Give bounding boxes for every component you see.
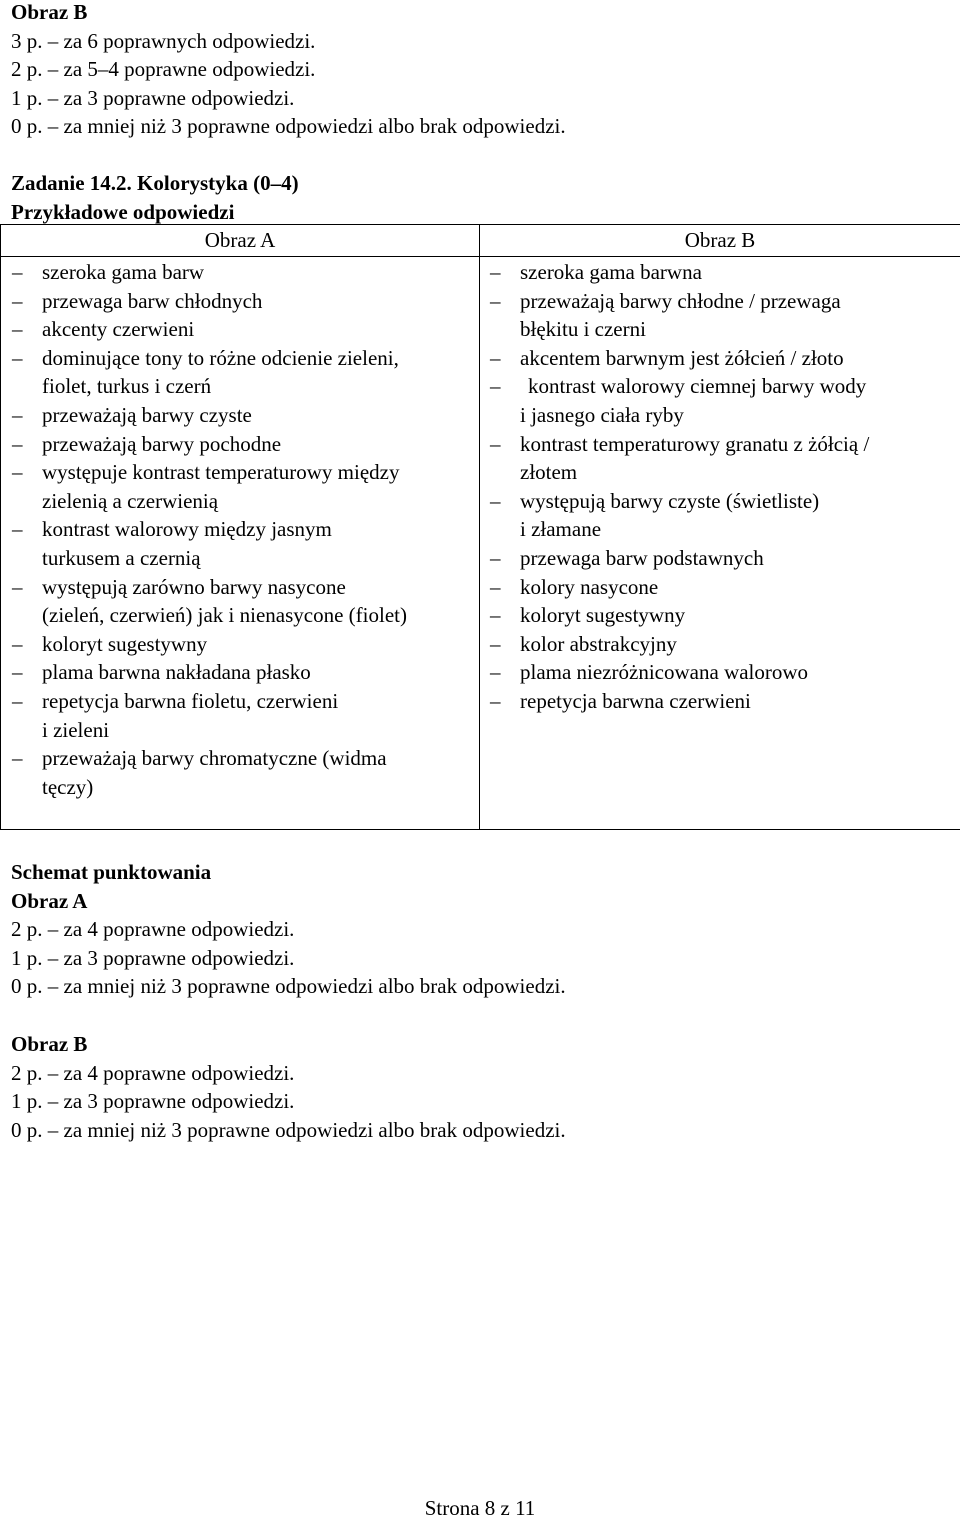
answers-obraz-a bbox=[1, 257, 480, 830]
list-item: – repetycja barwna czerwieni bbox=[480, 687, 960, 716]
dash-bullet: – bbox=[482, 344, 520, 373]
scoring-section bbox=[11, 858, 566, 1144]
list-item: – kontrast walorowy między jasnym bbox=[1, 515, 479, 544]
list-item: – kolory nasycone bbox=[480, 573, 960, 602]
list-item-continuation: turkusem a czernią bbox=[1, 544, 479, 573]
list-item: – kolor abstrakcyjny bbox=[480, 630, 960, 659]
list-item: – przeważają barwy chromatyczne (widma bbox=[1, 744, 479, 773]
list-item: – akcenty czerwieni bbox=[1, 315, 479, 344]
previous-scoring-section bbox=[11, 0, 566, 141]
scoring-line: 1 p. – za 3 poprawne odpowiedzi. bbox=[11, 1087, 566, 1116]
list-item-continuation: zielenią a czerwienią bbox=[1, 487, 479, 516]
dash-bullet: – bbox=[4, 630, 42, 659]
list-item: – plama barwna nakładana płasko bbox=[1, 658, 479, 687]
list-item: – szeroka gama barwna bbox=[480, 258, 960, 287]
page-number: Strona 8 z 11 bbox=[0, 1494, 960, 1522]
list-item: – przeważają barwy pochodne bbox=[1, 430, 479, 459]
list-item-continuation: tęczy) bbox=[1, 773, 479, 802]
dash-bullet: – bbox=[482, 430, 520, 459]
list-item-continuation: i jasnego ciała ryby bbox=[480, 401, 960, 430]
dash-bullet: – bbox=[482, 287, 520, 316]
dash-bullet: – bbox=[482, 601, 520, 630]
dash-bullet: – bbox=[4, 344, 42, 373]
scoring-line: 2 p. – za 5–4 poprawne odpowiedzi. bbox=[11, 55, 566, 84]
column-header-obraz-b: Obraz B bbox=[480, 225, 960, 257]
dash-bullet: – bbox=[4, 744, 42, 773]
list-item-continuation: złotem bbox=[480, 458, 960, 487]
list-item: – przeważają barwy czyste bbox=[1, 401, 479, 430]
dash-bullet: – bbox=[4, 687, 42, 716]
dash-bullet: – bbox=[482, 687, 520, 716]
dash-bullet: – bbox=[482, 487, 520, 516]
list-item: – kontrast walorowy ciemnej barwy wody bbox=[480, 372, 960, 401]
dash-bullet: – bbox=[4, 430, 42, 459]
dash-bullet: – bbox=[482, 630, 520, 659]
list-item-continuation: (zieleń, czerwień) jak i nienasycone (fiolet) bbox=[1, 601, 479, 630]
dash-bullet: – bbox=[4, 658, 42, 687]
list-item-continuation: i złamane bbox=[480, 515, 960, 544]
list-item: – akcentem barwnym jest żółcień / złoto bbox=[480, 344, 960, 373]
list-item: – dominujące tony to różne odcienie zieleni, bbox=[1, 344, 479, 373]
dash-bullet: – bbox=[4, 258, 42, 287]
dash-bullet: – bbox=[4, 401, 42, 430]
task-header bbox=[11, 169, 299, 226]
dash-bullet: – bbox=[4, 458, 42, 487]
answers-obraz-b bbox=[480, 257, 960, 830]
list-item: – występują zarówno barwy nasycone bbox=[1, 573, 479, 602]
list-item: – szeroka gama barw bbox=[1, 258, 479, 287]
list-item: – przeważają barwy chłodne / przewaga bbox=[480, 287, 960, 316]
scoring-line: 0 p. – za mniej niż 3 poprawne odpowiedzi albo brak odpowiedzi. bbox=[11, 972, 566, 1001]
task-subtitle: Przykładowe odpowiedzi bbox=[11, 198, 299, 227]
list-item: – przewaga barw podstawnych bbox=[480, 544, 960, 573]
scoring-line: 1 p. – za 3 poprawne odpowiedzi. bbox=[11, 944, 566, 973]
dash-bullet: – bbox=[4, 287, 42, 316]
column-header-obraz-a: Obraz A bbox=[1, 225, 480, 257]
scoring-line: 2 p. – za 4 poprawne odpowiedzi. bbox=[11, 915, 566, 944]
dash-bullet: – bbox=[482, 372, 520, 401]
scoring-line: 2 p. – za 4 poprawne odpowiedzi. bbox=[11, 1059, 566, 1088]
scoring-line: 0 p. – za mniej niż 3 poprawne odpowiedzi albo brak odpowiedzi. bbox=[11, 112, 566, 141]
dash-bullet: – bbox=[482, 573, 520, 602]
list-item: – występują barwy czyste (świetliste) bbox=[480, 487, 960, 516]
list-item: – występuje kontrast temperaturowy między bbox=[1, 458, 479, 487]
list-item-continuation: i zieleni bbox=[1, 716, 479, 745]
list-item: – plama niezróżnicowana walorowo bbox=[480, 658, 960, 687]
scoring-line: 3 p. – za 6 poprawnych odpowiedzi. bbox=[11, 27, 566, 56]
list-item: – koloryt sugestywny bbox=[480, 601, 960, 630]
list-item-continuation: fiolet, turkus i czerń bbox=[1, 372, 479, 401]
list-item-continuation: błękitu i czerni bbox=[480, 315, 960, 344]
list-item: – kontrast temperaturowy granatu z żółcią / bbox=[480, 430, 960, 459]
scoring-title: Schemat punktowania bbox=[11, 858, 566, 887]
scoring-heading-obraz-b: Obraz B bbox=[11, 1030, 566, 1059]
dash-bullet: – bbox=[4, 573, 42, 602]
dash-bullet: – bbox=[482, 258, 520, 287]
list-item: – koloryt sugestywny bbox=[1, 630, 479, 659]
list-item: – repetycja barwna fioletu, czerwieni bbox=[1, 687, 479, 716]
dash-bullet: – bbox=[4, 315, 42, 344]
dash-bullet: – bbox=[4, 515, 42, 544]
task-title: Zadanie 14.2. Kolorystyka (0–4) bbox=[11, 169, 299, 198]
list-item: – przewaga barw chłodnych bbox=[1, 287, 479, 316]
answers-table bbox=[0, 224, 960, 830]
dash-bullet: – bbox=[482, 544, 520, 573]
scoring-heading-obraz-a: Obraz A bbox=[11, 887, 566, 916]
scoring-line: 0 p. – za mniej niż 3 poprawne odpowiedzi albo brak odpowiedzi. bbox=[11, 1116, 566, 1145]
scoring-line: 1 p. – za 3 poprawne odpowiedzi. bbox=[11, 84, 566, 113]
dash-bullet: – bbox=[482, 658, 520, 687]
section-heading: Obraz B bbox=[11, 0, 566, 27]
